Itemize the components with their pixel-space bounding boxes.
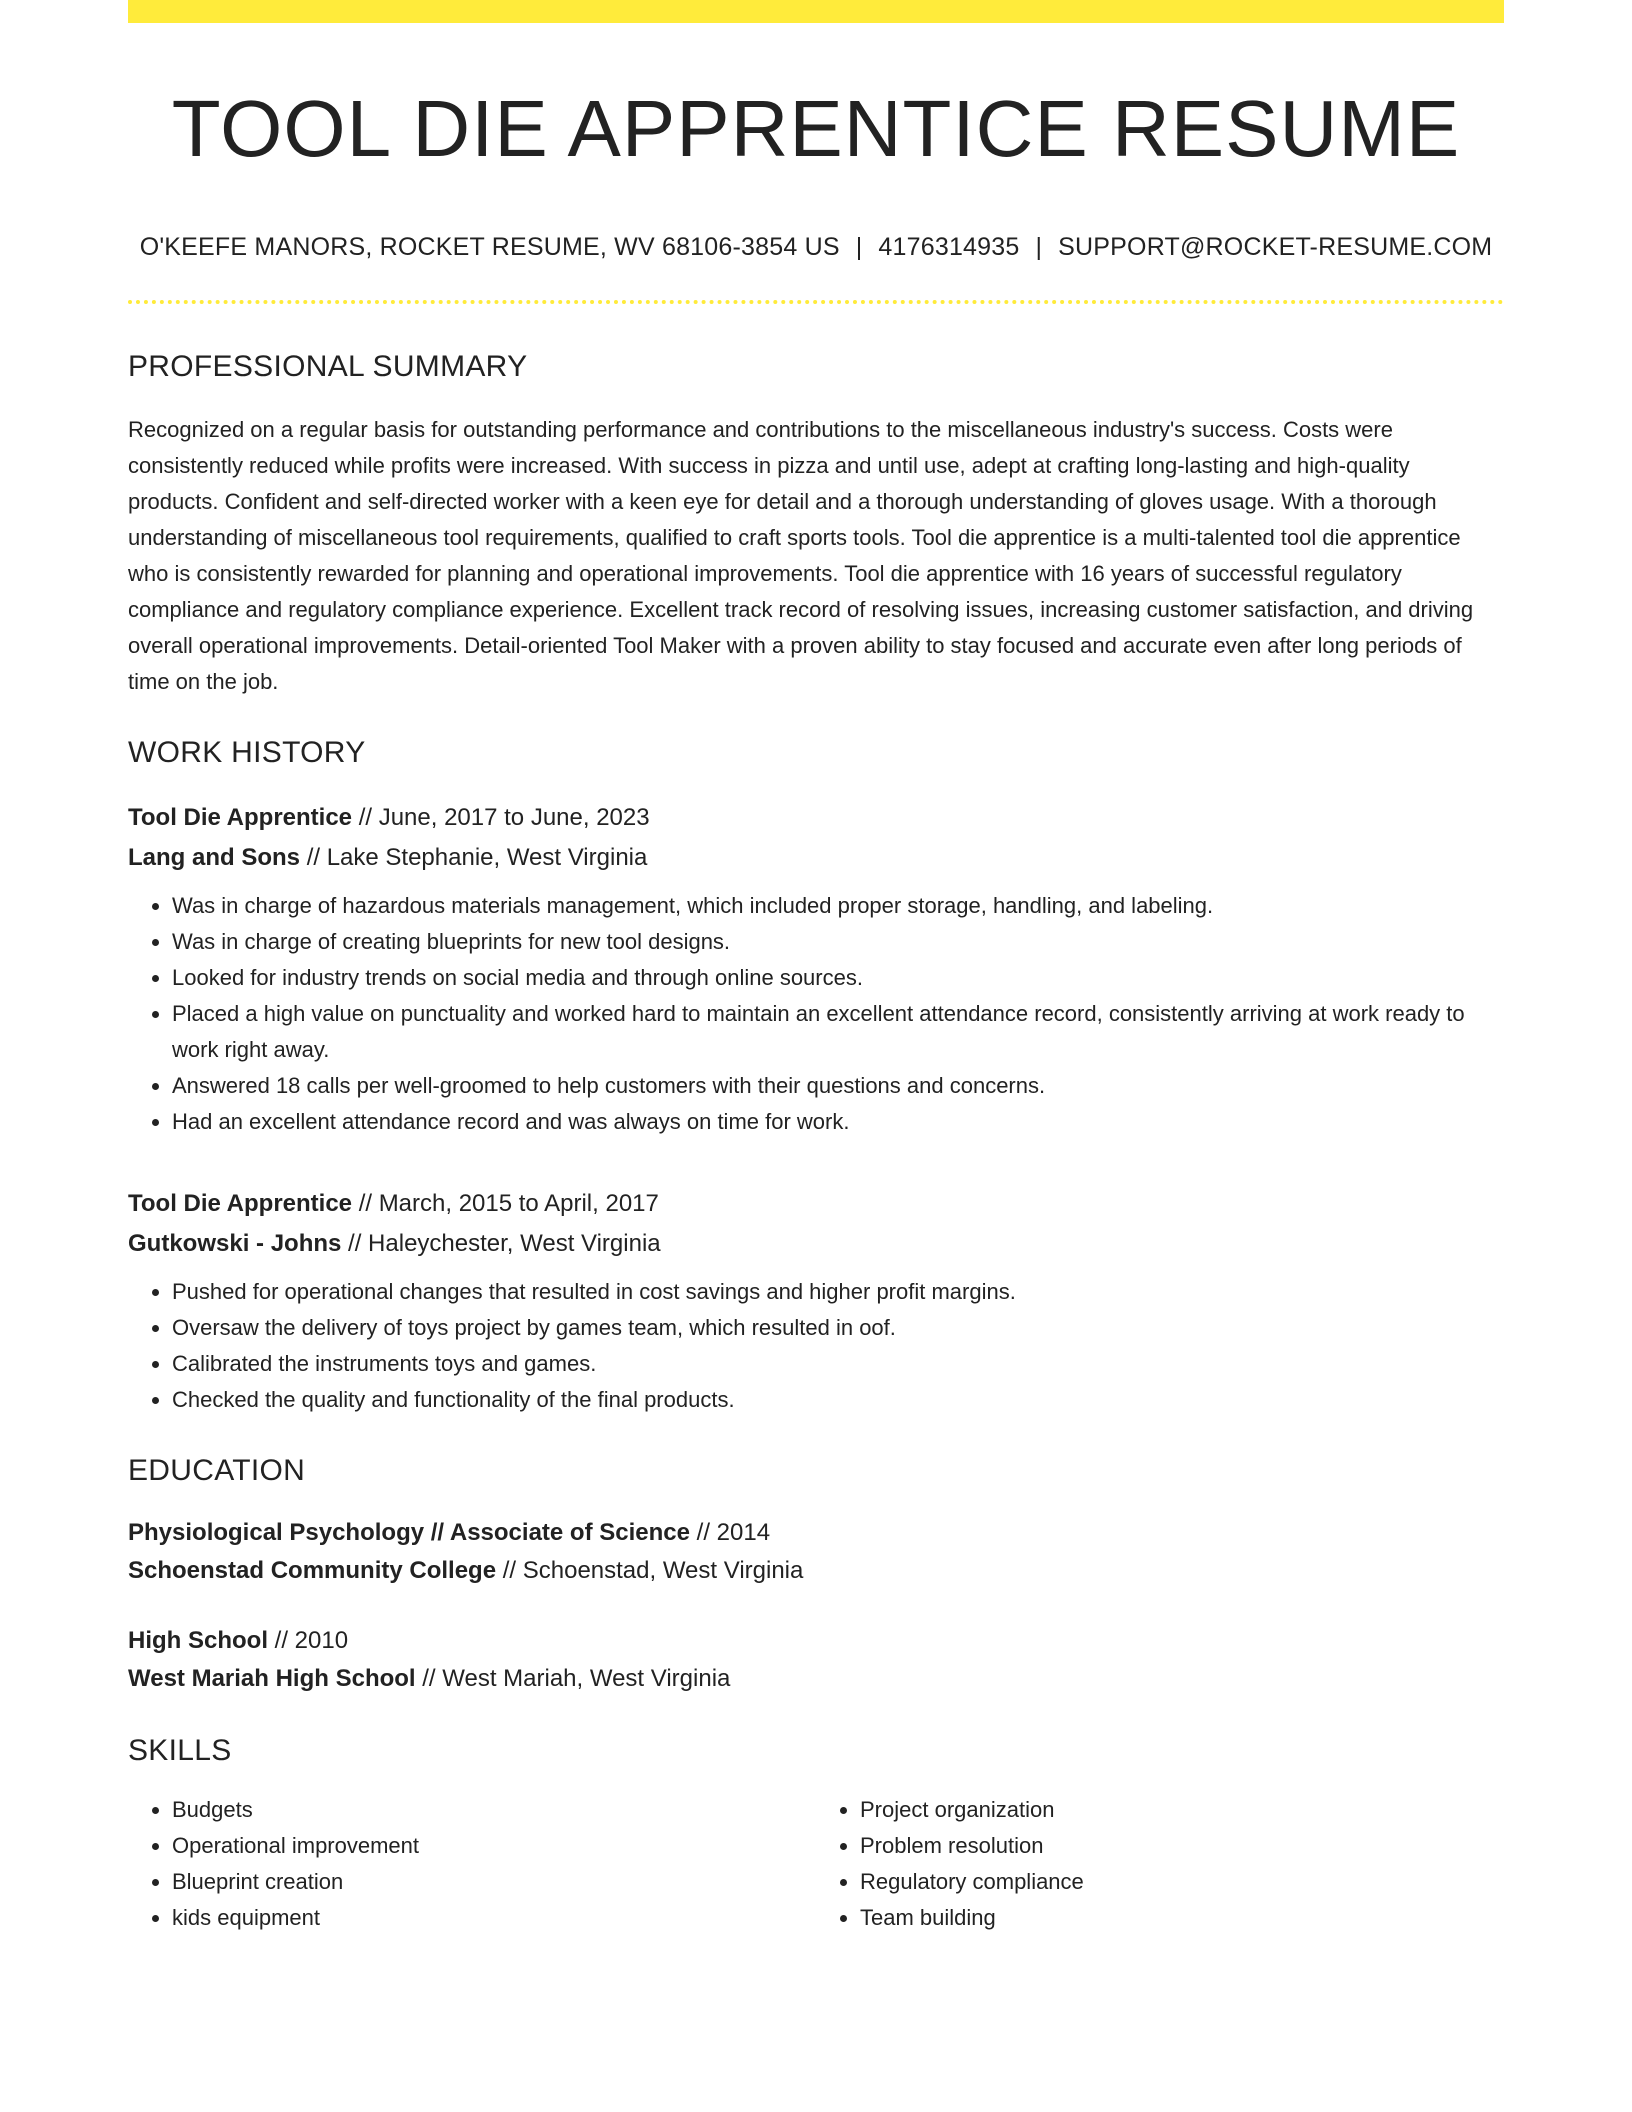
work-history-heading: WORK HISTORY — [128, 736, 366, 769]
job-title: Tool Die Apprentice — [128, 804, 353, 831]
education-entry — [128, 1622, 1504, 1698]
job-location: // Lake Stephanie, West Virginia — [306, 844, 648, 871]
contact-phone: 4176314935 — [878, 233, 1020, 261]
job-entry — [128, 1184, 1504, 1418]
skills-heading: SKILLS — [128, 1734, 232, 1767]
education-heading: EDUCATION — [128, 1454, 306, 1487]
education-degree-line — [128, 1514, 1504, 1552]
list-item: • Oversaw the delivery of toys project by games team, which resulted in oof. — [172, 1310, 1504, 1346]
education-location: // Schoenstad, West Virginia — [502, 1557, 804, 1584]
list-item: • Had an excellent attendance record and was always on time for work. — [172, 1104, 1504, 1140]
summary-heading: PROFESSIONAL SUMMARY — [128, 350, 528, 383]
skill-item: • Blueprint creation — [172, 1864, 816, 1900]
contact-separator: | — [855, 233, 863, 261]
job-company: Gutkowski - Johns — [128, 1230, 342, 1257]
education-school: West Mariah High School — [128, 1665, 416, 1692]
job-title-line — [128, 1184, 1504, 1224]
job-dates: // March, 2015 to April, 2017 — [358, 1190, 659, 1217]
skill-item: • kids equipment — [172, 1900, 816, 1936]
resume-title: TOOL DIE APPRENTICE RESUME — [171, 84, 1461, 173]
job-company: Lang and Sons — [128, 844, 301, 871]
education-school: Schoenstad Community College — [128, 1557, 497, 1584]
dotted-divider — [128, 300, 1504, 304]
top-accent-bar — [128, 0, 1504, 23]
skills-column-right — [816, 1792, 1504, 1936]
job-bullets — [128, 1274, 1504, 1418]
list-item: • Pushed for operational changes that resulted in cost savings and higher profit margins. — [172, 1274, 1504, 1310]
list-item: • Placed a high value on punctuality and worked hard to maintain an excellent attendance record, consistently arriving at work ready to work right away. — [172, 996, 1504, 1068]
skills-column-left — [128, 1792, 816, 1936]
skill-item: • Problem resolution — [860, 1828, 1504, 1864]
list-item: • Answered 18 calls per well-groomed to help customers with their questions and concerns. — [172, 1068, 1504, 1104]
contact-address: O'KEEFE MANORS, ROCKET RESUME, WV 68106-3854 US — [139, 233, 840, 261]
job-title: Tool Die Apprentice — [128, 1190, 353, 1217]
education-school-line — [128, 1660, 1504, 1698]
job-title-line — [128, 798, 1504, 838]
job-location: // Haleychester, West Virginia — [348, 1230, 661, 1257]
list-item: • Calibrated the instruments toys and games. — [172, 1346, 1504, 1382]
education-degree-line — [128, 1622, 1504, 1660]
skills-list — [128, 1792, 1504, 1936]
education-degree: High School — [128, 1627, 268, 1654]
skill-item: • Project organization — [860, 1792, 1504, 1828]
list-item: • Was in charge of hazardous materials management, which included proper storage, handling, and labeling. — [172, 888, 1504, 924]
skill-item: • Budgets — [172, 1792, 816, 1828]
contact-line — [128, 233, 1504, 262]
resume-page — [128, 0, 1504, 1936]
list-item: • Looked for industry trends on social media and through online sources. — [172, 960, 1504, 996]
job-company-line — [128, 1224, 1504, 1264]
summary-text: Recognized on a regular basis for outstanding performance and contributions to the miscellaneous industry's success. Costs were consistently reduced while profits were increased. With success in pizza and until use, adept at crafting long-lasting and high-quality products. Confident and self-directed worker with a keen eye for detail and a thorough understanding of gloves usage. With a thorough understanding of miscellaneous tool requirements, qualified to craft sports tools. Tool die apprentice is a multi-talented tool die apprentice who is consistently rewarded for planning and operational improvements. Tool die apprentice with 16 years of successful regulatory compliance and regulatory compliance experience. Excellent track record of resolving issues, increasing customer satisfaction, and driving overall operational improvements. Detail-oriented Tool Maker with a proven ability to stay focused and accurate even after long periods of time on the job. — [128, 417, 1474, 694]
contact-separator: | — [1035, 233, 1043, 261]
job-dates: // June, 2017 to June, 2023 — [358, 804, 650, 831]
job-bullets — [128, 888, 1504, 1140]
education-location: // West Mariah, West Virginia — [422, 1665, 731, 1692]
job-company-line — [128, 838, 1504, 878]
education-school-line — [128, 1552, 1504, 1590]
skill-item: • Regulatory compliance — [860, 1864, 1504, 1900]
job-entry — [128, 798, 1504, 1140]
skill-item: • Operational improvement — [172, 1828, 816, 1864]
education-entry — [128, 1514, 1504, 1590]
education-year: // 2010 — [274, 1627, 349, 1654]
list-item: • Was in charge of creating blueprints for new tool designs. — [172, 924, 1504, 960]
list-item: • Checked the quality and functionality of the final products. — [172, 1382, 1504, 1418]
education-degree: Physiological Psychology // Associate of Science — [128, 1519, 690, 1546]
skill-item: • Team building — [860, 1900, 1504, 1936]
education-year: // 2014 — [696, 1519, 771, 1546]
contact-email: SUPPORT@ROCKET-RESUME.COM — [1058, 233, 1493, 261]
